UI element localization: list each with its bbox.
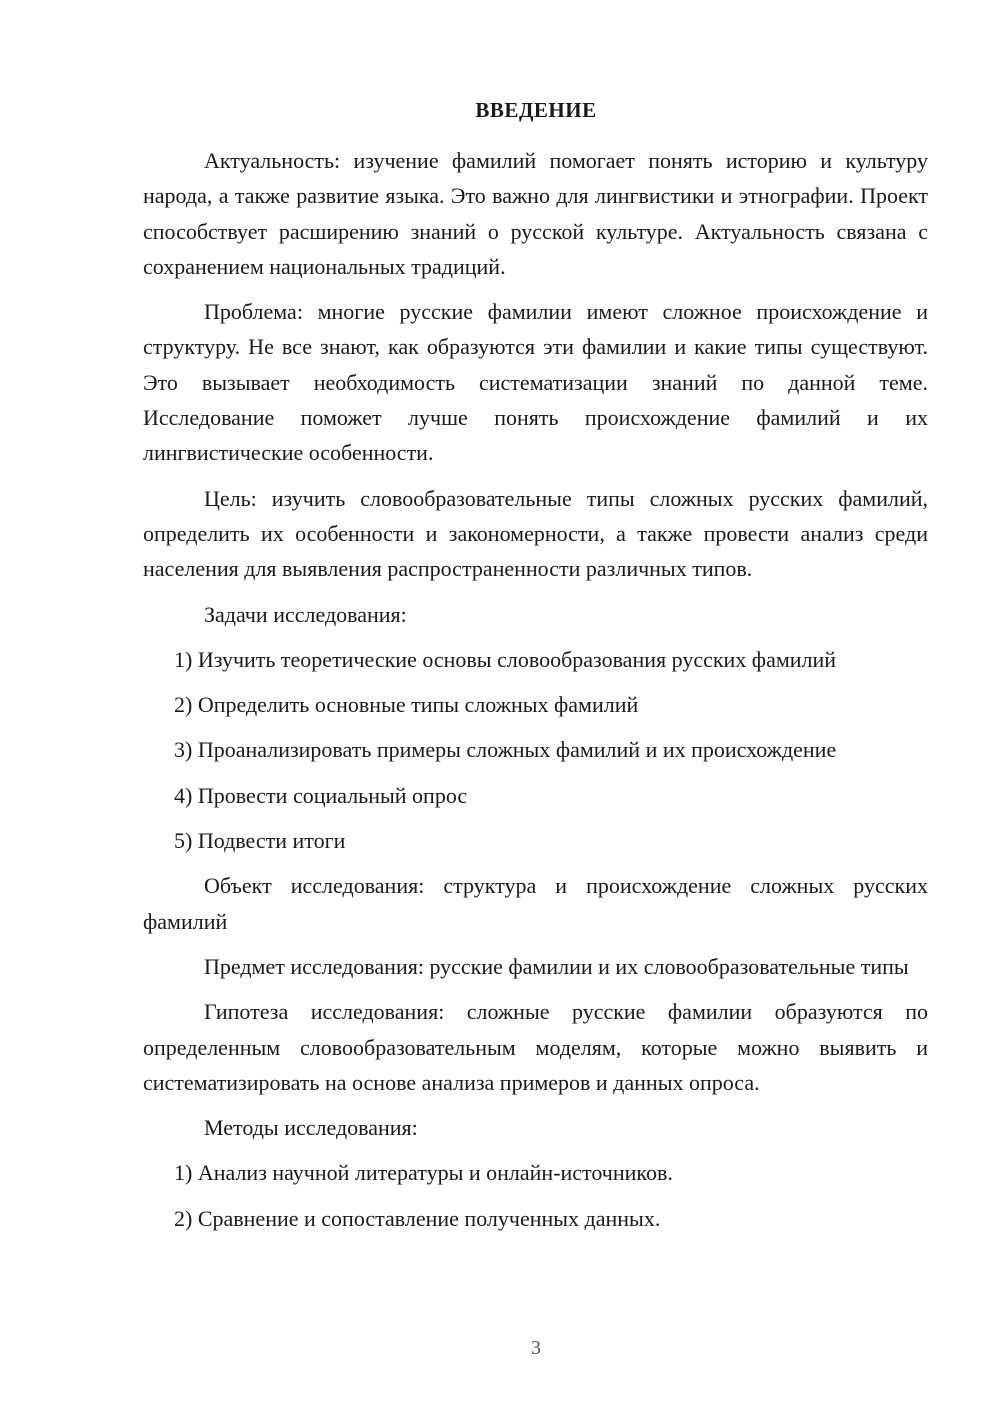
page-number: 3 — [531, 1337, 541, 1359]
task-item: 4) Провести социальный опрос — [174, 782, 468, 808]
task-item: 5) Подвести итоги — [174, 828, 346, 854]
paragraph-object: Объект исследования: структура и происхождение сложных русских фамилий — [143, 873, 928, 934]
task-item: 1) Изучить теоретические основы словообразования русских фамилий — [174, 646, 837, 672]
section-title: ВВЕДЕНИЕ — [475, 98, 597, 122]
paragraph-relevance: Актуальность: изучение фамилий помогает понять историю и культуру народа, а также развитие языка. Это важно для лингвистики и этнографии. Проект способствует расширению знаний о русской культуре. Актуальность связана с сохранением национальных традиций. — [143, 148, 928, 279]
tasks-heading: Задачи исследования: — [204, 601, 407, 627]
paragraph-problem: Проблема: многие русские фамилии имеют сложное происхождение и структуру. Не все знают, как образуются эти фамилии и какие типы существуют. Это вызывает необходимость систематизации знаний по данной теме. Исследование поможет лучше понять происхождение фамилий и их лингвистические особенности. — [143, 299, 928, 466]
method-item: 2) Сравнение и сопоставление полученных данных. — [174, 1205, 661, 1231]
paragraph-subject: Предмет исследования: русские фамилии и их словообразовательные типы — [204, 953, 909, 979]
task-item: 3) Проанализировать примеры сложных фамилий и их происхождение — [174, 737, 837, 763]
task-item: 2) Определить основные типы сложных фамилий — [174, 692, 639, 718]
methods-heading: Методы исследования: — [204, 1115, 418, 1141]
paragraph-goal: Цель: изучить словообразовательные типы сложных русских фамилий, определить их особенности и закономерности, а также провести анализ среди населения для выявления распространенности различных типов. — [143, 485, 928, 582]
method-item: 1) Анализ научной литературы и онлайн-источников. — [174, 1160, 673, 1186]
document-body — [143, 143, 928, 1246]
paragraph-hypothesis: Гипотеза исследования: сложные русские фамилии образуются по определенным словообразовательным моделям, которые можно выявить и систематизировать на основе анализа примеров и данных опроса. — [143, 999, 928, 1095]
